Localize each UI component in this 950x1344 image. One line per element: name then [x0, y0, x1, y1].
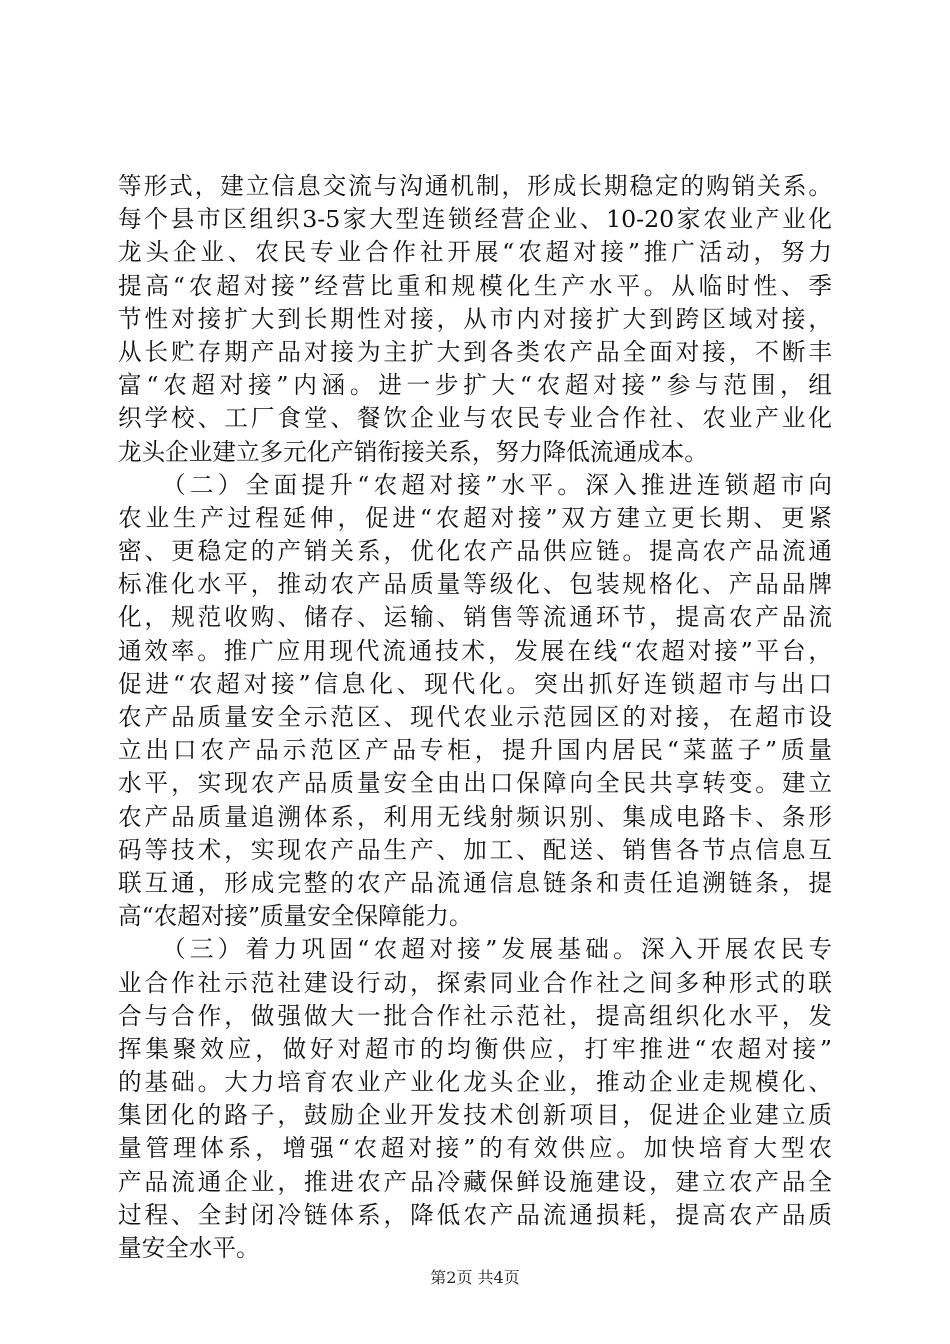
text-line: （二）全面提升“农超对接”水平。深入推进连锁超市向 — [118, 470, 832, 499]
page-footer: 第2页 共4页 — [430, 1268, 520, 1287]
text-line: 产品流通企业，推进农产品冷藏保鲜设施建设，建立农产品全 — [118, 1167, 832, 1196]
text-line: 农产品质量安全示范区、现代农业示范园区的对接，在超市设 — [118, 703, 832, 731]
text-line: 促进“农超对接”信息化、现代化。突出抓好连锁超市与出口 — [118, 669, 832, 698]
text-line: 立出口农产品示范区产品专柜，提升国内居民“菜蓝子”质量 — [118, 736, 832, 765]
text-line: 水平，实现农产品质量安全由出口保障向全民共享转变。建立 — [118, 769, 832, 798]
text-line: 量安全水平。 — [118, 1234, 260, 1262]
text-line: 富“农超对接”内涵。进一步扩大“农超对接”参与范围，组 — [118, 371, 832, 400]
text-line: 密、更稳定的产销关系，优化农产品供应链。提高农产品流通 — [118, 537, 832, 566]
text-line: 农业生产过程延伸，促进“农超对接”双方建立更长期、更紧 — [118, 503, 832, 532]
text-line: 高“农超对接”质量安全保障能力。 — [118, 902, 473, 931]
text-line: 农产品质量追溯体系，利用无线射频识别、集成电路卡、条形 — [118, 802, 832, 831]
text-line: 业合作社示范社建设行动，探索同业合作社之间多种形式的联 — [118, 968, 832, 997]
document-body — [118, 170, 832, 1265]
text-line: 提高“农超对接”经营比重和规模化生产水平。从临时性、季 — [118, 271, 832, 300]
text-line: 标准化水平，推动农产品质量等级化、包装规格化、产品品牌 — [118, 570, 832, 599]
text-line: 联互通，形成完整的农产品流通信息链条和责任追溯链条，提 — [118, 868, 832, 897]
text-line: 每个县市区组织3-5家大型连锁经营企业、10-20家农业产业化 — [118, 205, 832, 234]
text-line: 合与合作，做强做大一批合作社示范社，提高组织化水平，发 — [118, 1001, 832, 1030]
text-line: 龙头企业建立多元化产销衔接关系，努力降低流通成本。 — [118, 437, 708, 466]
text-line: 集团化的路子，鼓励企业开发技术创新项目，促进企业建立质 — [118, 1101, 832, 1130]
text-line: 化，规范收购、储存、运输、销售等流通环节，提高农产品流 — [118, 603, 832, 632]
text-line: （三）着力巩固“农超对接”发展基础。深入开展农民专 — [118, 935, 832, 964]
text-line: 龙头企业、农民专业合作社开展“农超对接”推广活动，努力 — [118, 238, 832, 267]
text-line: 从长贮存期产品对接为主扩大到各类农产品全面对接，不断丰 — [118, 337, 832, 366]
text-line: 过程、全封闭冷链体系，降低农产品流通损耗，提高农产品质 — [118, 1200, 832, 1229]
text-line: 节性对接扩大到长期性对接，从市内对接扩大到跨区域对接， — [118, 304, 832, 333]
text-line: 通效率。推广应用现代流通技术，发展在线“农超对接”平台， — [118, 636, 832, 665]
text-line: 挥集聚效应，做好对超市的均衡供应，打牢推进“农超对接” — [118, 1034, 832, 1063]
text-line: 量管理体系，增强“农超对接”的有效供应。加快培育大型农 — [118, 1134, 832, 1163]
text-line: 的基础。大力培育农业产业化龙头企业，推动企业走规模化、 — [118, 1068, 832, 1097]
text-line: 织学校、工厂食堂、餐饮企业与农民专业合作社、农业产业化 — [118, 404, 832, 433]
text-line: 码等技术，实现农产品生产、加工、配送、销售各节点信息互 — [118, 835, 832, 864]
text-line: 等形式，建立信息交流与沟通机制，形成长期稳定的购销关系。 — [118, 172, 832, 200]
